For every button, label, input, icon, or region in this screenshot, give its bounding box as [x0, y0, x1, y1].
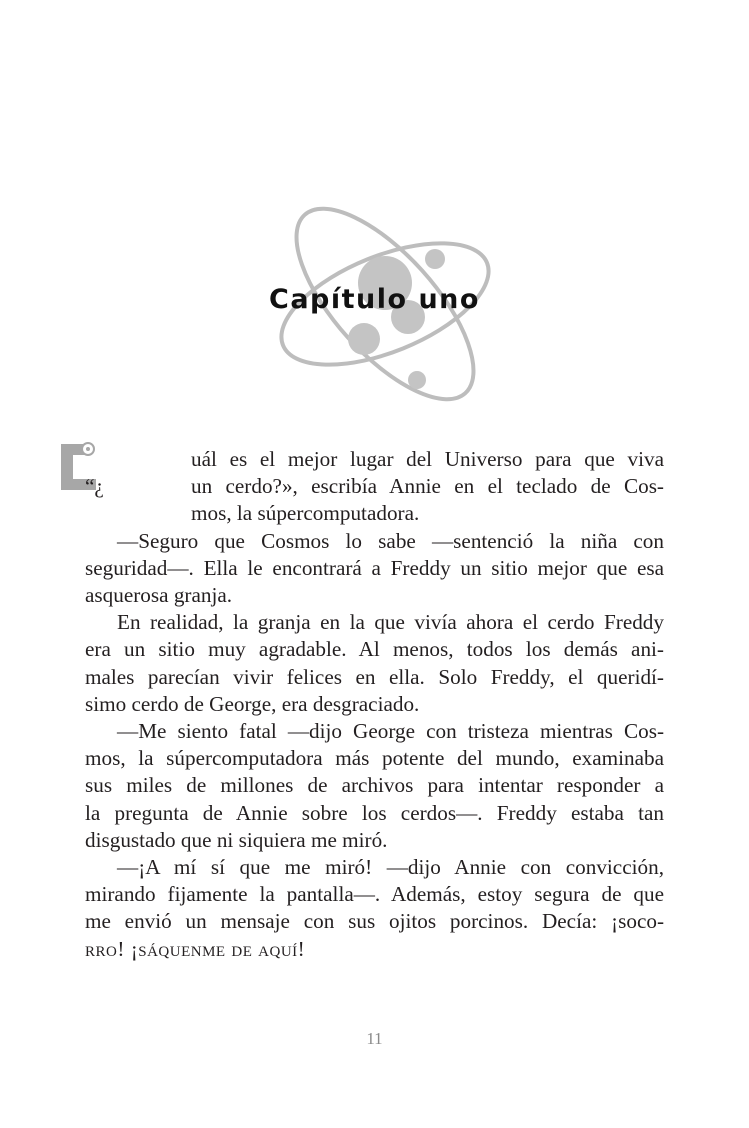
text-line: males parecían vivir felices en ella. Solo Freddy, el queridí-: [85, 664, 664, 689]
text-line: mos, la súpercomputadora más potente del mundo, examinaba: [85, 746, 664, 771]
text-line: seguridad—. Ella le encontrará a Freddy un sitio mejor que esa: [85, 555, 664, 580]
text-line: —¡A mí sí que me miró! —dijo Annie con convicción,: [117, 855, 664, 880]
text-line: disgustado que ni siquiera me miró.: [85, 827, 388, 852]
opening-quote: “¿: [85, 474, 104, 499]
body-text: [85, 446, 664, 963]
text-line: mirando fijamente la pantalla—. Además, estoy segura de que: [85, 882, 664, 907]
text-line: asquerosa granja.: [85, 583, 233, 608]
text-line: me envió un mensaje con sus ojitos porcinos. Decía: ¡soco-: [85, 909, 664, 934]
text-line: la pregunta de Annie sobre los cerdos—. Freddy estaba tan: [85, 800, 664, 825]
text-line: —Seguro que Cosmos lo sabe —sentenció la niña con: [117, 528, 664, 553]
text-line: [85, 473, 664, 500]
text-line: —Me siento fatal —dijo George con tristeza mientras Cos-: [117, 719, 664, 744]
chapter-title: Capítulo uno: [269, 284, 480, 315]
text-line: simo cerdo de George, era desgraciado.: [85, 691, 420, 716]
text-line-continuation: un cerdo?», escribía Annie en el teclado de Cos-: [191, 474, 664, 499]
text-line: rro! ¡sáquenme de aquí!: [85, 936, 306, 961]
text-line: sus miles de millones de archivos para intentar responder a: [85, 773, 664, 798]
text-line: uál es el mejor lugar del Universo para que viva: [191, 447, 664, 471]
text-line: En realidad, la granja en la que vivía ahora el cerdo Freddy: [117, 610, 664, 635]
text-line: era un sitio muy agradable. Al menos, todos los demás ani-: [85, 637, 664, 662]
text-line: mos, la súpercomputadora.: [191, 501, 420, 526]
page-number: 11: [366, 1029, 383, 1048]
